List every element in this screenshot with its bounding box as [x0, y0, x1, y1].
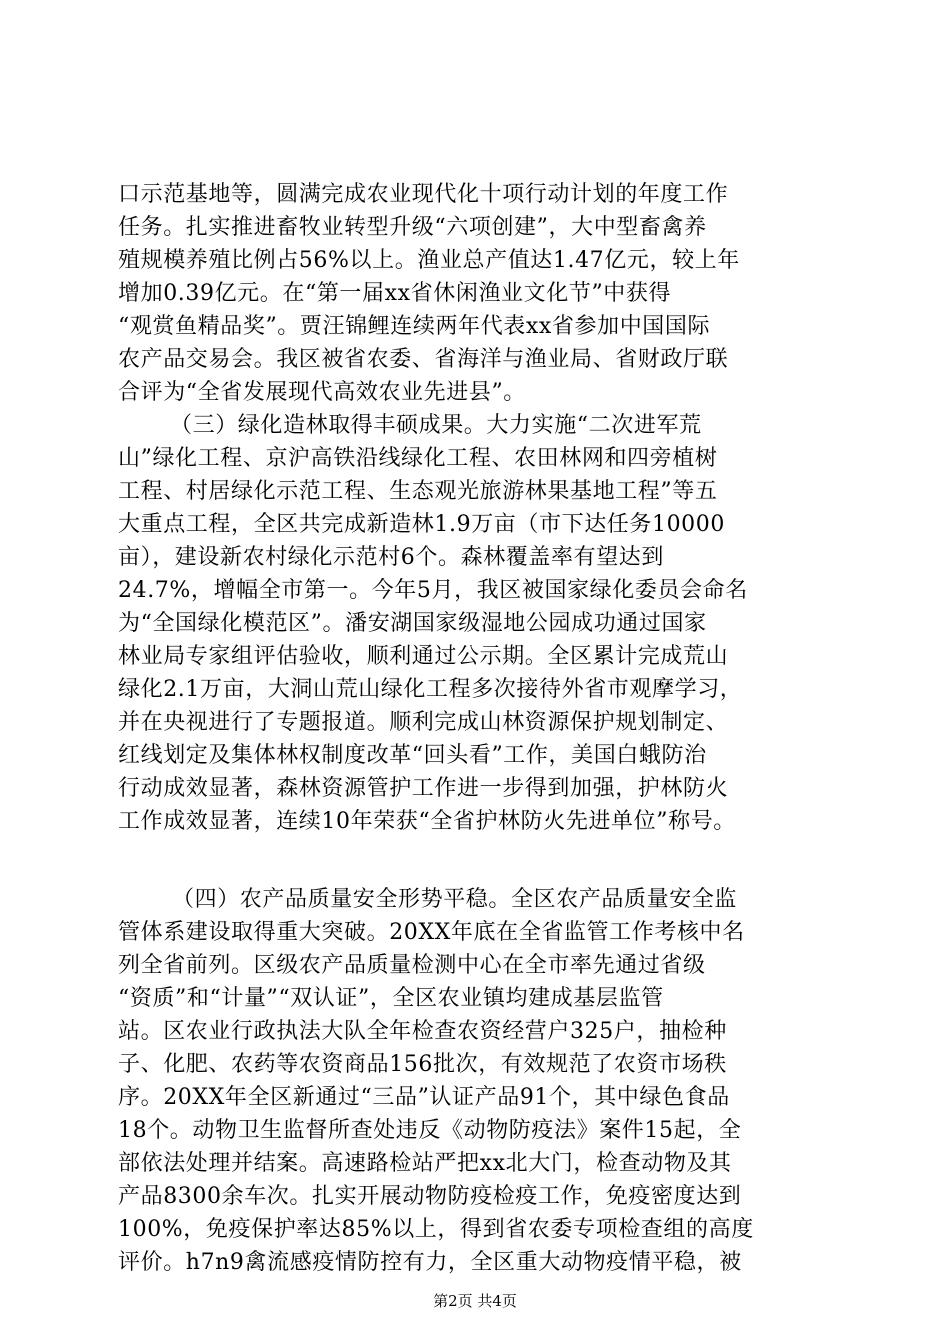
paragraph-line: 站。区农业行政执法大队全年检查农资经营户325户，抽检种: [118, 1019, 727, 1044]
paragraph-line: 林业局专家组评估验收，顺利通过公示期。全区累计完成荒山: [118, 644, 729, 669]
paragraph-line: 部依法处理并结案。高速路检站严把xx北大门，检查动物及其: [118, 1151, 732, 1176]
paragraph-line: 产品8300余车次。扎实开展动物防疫检疫工作，免疫密度达到: [118, 1184, 742, 1209]
paragraph-line: 行动成效显著，森林资源管护工作进一步得到加强，护林防火: [118, 776, 729, 801]
paragraph-line: （三）绿化造林取得丰硕成果。大力实施“二次进军荒: [170, 413, 702, 438]
paragraph-line: “观赏鱼精品奖”。贾汪锦鲤连续两年代表xx省参加中国国际: [118, 314, 711, 339]
paragraph-line: 合评为“全省发展现代高效农业先进县”。: [118, 380, 526, 405]
paragraph-line: （四）农产品质量安全形势平稳。全区农产品质量安全监: [172, 887, 738, 912]
paragraph-line: 口示范基地等，圆满完成农业现代化十项行动计划的年度工作: [118, 182, 729, 207]
paragraph-line: 评价。h7n9禽流感疫情防控有力，全区重大动物疫情平稳，被: [118, 1250, 742, 1275]
page-footer: 第2页 共4页: [433, 1292, 517, 1310]
paragraph-line: 殖规模养殖比例占56%以上。渔业总产值达1.47亿元，较上年: [118, 248, 740, 273]
paragraph-line: 工程、村居绿化示范工程、生态观光旅游林果基地工程”等五: [118, 479, 718, 504]
paragraph-line: 管体系建设取得重大突破。20XX年底在全省监管工作考核中名: [118, 920, 745, 945]
paragraph-line: 100%，免疫保护率达85%以上，得到省农委专项检查组的高度: [118, 1217, 754, 1242]
paragraph-line: 亩），建设新农村绿化示范村6个。森林覆盖率有望达到: [118, 545, 664, 570]
paragraph-line: 红线划定及集体林权制度改革“回头看”工作，美国白蛾防治: [118, 743, 707, 768]
paragraph-line: 大重点工程，全区共完成新造林1.9万亩（市下达任务10000: [118, 512, 725, 537]
paragraph-line: 增加0.39亿元。在“第一届xx省休闲渔业文化节”中获得: [118, 281, 672, 306]
paragraph-line: 任务。扎实推进畜牧业转型升级“六项创建”，大中型畜禽养: [118, 215, 707, 240]
paragraph-line: 18个。动物卫生监督所查处违反《动物防疫法》案件15起，全: [118, 1118, 742, 1143]
paragraph-line: 为“全国绿化模范区”。潘安湖国家级湿地公园成功通过国家: [118, 611, 707, 636]
paragraph-line: 工作成效显著，连续10年荣获“全省护林防火先进单位”称号。: [118, 809, 736, 834]
paragraph-line: 子、化肥、农药等农资商品156批次，有效规范了农资市场秩: [118, 1052, 727, 1077]
paragraph-line: 绿化2.1万亩，大洞山荒山绿化工程多次接待外省市观摩学习，: [118, 677, 743, 702]
paragraph-line: 24.7%，增幅全市第一。今年5月，我区被国家绿化委员会命名: [118, 578, 748, 603]
paragraph-line: 山”绿化工程、京沪高铁沿线绿化工程、农田林网和四旁植树: [118, 446, 718, 471]
paragraph-line: “资质”和“计量”“双认证”，全区农业镇均建成基层监管: [118, 986, 664, 1011]
paragraph-line: 列全省前列。区级农产品质量检测中心在全市率先通过省级: [118, 953, 706, 978]
paragraph-line: 并在央视进行了专题报道。顺利完成山林资源保护规划制定、: [118, 710, 729, 735]
paragraph-line: 序。20XX年全区新通过“三品”认证产品91个，其中绿色食品: [118, 1085, 730, 1110]
paragraph-line: 农产品交易会。我区被省农委、省海洋与渔业局、省财政厅联: [118, 347, 729, 372]
